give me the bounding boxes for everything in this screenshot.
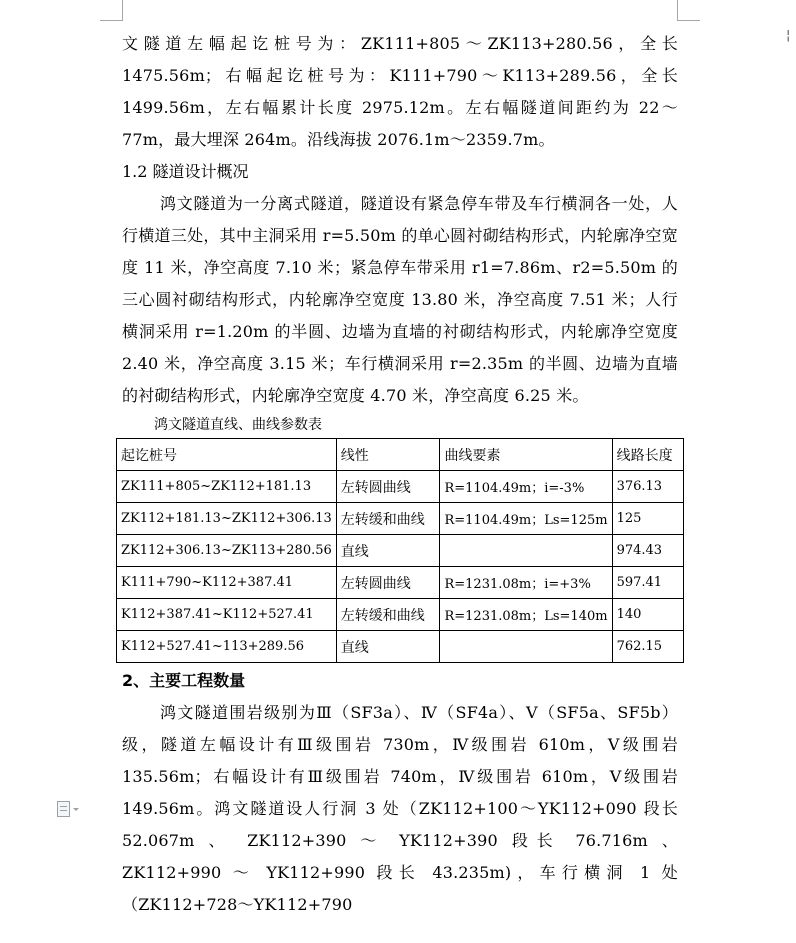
table-cell-alignment: 直线 (336, 631, 440, 663)
document-page-content (122, 28, 678, 921)
table-cell-stake: ZK112+181.13~ZK112+306.13 (117, 503, 337, 535)
table-cell-stake: K112+387.41~K112+527.41 (117, 599, 337, 631)
table-cell-alignment: 左转圆曲线 (336, 567, 440, 599)
table-cell-length: 140 (612, 599, 683, 631)
table-cell-length: 974.43 (612, 535, 683, 567)
table-header-cell: 线路长度 (612, 439, 683, 471)
curve-parameter-table (116, 438, 684, 663)
table-cell-stake: K111+790~K112+387.41 (117, 567, 337, 599)
table-row (117, 599, 684, 631)
document-icon (57, 801, 70, 817)
table-cell-length: 125 (612, 503, 683, 535)
chevron-down-icon (73, 808, 79, 811)
table-cell-curve-elements: R=1231.08m；i=+3% (440, 567, 612, 599)
table-cell-length: 762.15 (612, 631, 683, 663)
table-cell-length: 376.13 (612, 471, 683, 503)
table-row (117, 471, 684, 503)
scroll-edge-marker: ¦ (786, 28, 791, 43)
table-cell-curve-elements: R=1104.49m；Ls=125m (440, 503, 612, 535)
table-caption: 鸿文隧道直线、曲线参数表 (154, 417, 322, 433)
table-header-cell: 曲线要素 (440, 439, 612, 471)
table-cell-curve-elements (440, 535, 612, 567)
table-cell-curve-elements: R=1104.49m；i=-3% (440, 471, 612, 503)
table-row (117, 535, 684, 567)
table-row (117, 503, 684, 535)
table-cell-stake: ZK111+805~ZK112+181.13 (117, 471, 337, 503)
table-cell-curve-elements: R=1231.08m；Ls=140m (440, 599, 612, 631)
margin-corner-mark-right (677, 0, 700, 21)
table-cell-stake: ZK112+306.13~ZK113+280.56 (117, 535, 337, 567)
table-cell-alignment: 左转圆曲线 (336, 471, 440, 503)
table-cell-stake: K112+527.41~113+289.56 (117, 631, 337, 663)
table-cell-alignment: 左转缓和曲线 (336, 503, 440, 535)
paragraph-tunnel-stakes: 文隧道左幅起讫桩号为：ZK111+805～ZK113+280.56，全长 1475.56m；右幅起讫桩号为：K111+790～K113+289.56，全长 1499.56m，左右幅累计长度 2975.12m。左右幅隧道间距约为 22～77m，最大埋深 264m。沿线海拔 2076.1m～2359.7m。 (122, 34, 678, 149)
table-cell-alignment: 直线 (336, 535, 440, 567)
paragraph-tunnel-design: 鸿文隧道为一分离式隧道，隧道设有紧急停车带及车行横洞各一处，人行横道三处，其中主洞采用 r=5.50m 的单心圆衬砌结构形式，内轮廓净空宽度 11 米，净空高度 7.10 米；紧急停车带采用 r1=7.86m、r2=5.50m 的三心圆衬砌结构形式，内轮廓净空宽度 13.80 米，净空高度 7.51 米；人行横洞采用 r=1.20m 的半圆、边墙为直墙的衬砌结构形式，内轮廓净空宽度 2.40 米，净空高度 3.15 米；车行横洞采用 r=2.35m 的半圆、边墙为直墙的衬砌结构形式，内轮廓净空宽度 4.70 米，净空高度 6.25 米。 (122, 194, 678, 405)
table-row (117, 631, 684, 663)
table-cell-alignment: 左转缓和曲线 (336, 599, 440, 631)
table-cell-length: 597.41 (612, 567, 683, 599)
section-heading-1-2: 1.2 隧道设计概况 (122, 162, 249, 181)
section-heading-2: 2、主要工程数量 (122, 671, 246, 690)
document-options-icon[interactable] (57, 800, 79, 818)
table-header-cell: 起讫桩号 (117, 439, 337, 471)
table-header-row (117, 439, 684, 471)
margin-corner-mark-left (100, 0, 123, 21)
paragraph-engineering-quantities: 鸿文隧道围岩级别为Ⅲ（SF3a）、Ⅳ（SF4a）、Ⅴ（SF5a、SF5b）级，隧道左幅设计有Ⅲ级围岩 730m，Ⅳ级围岩 610m，Ⅴ级围岩 135.56m；右幅设计有Ⅲ级围岩 740m，Ⅳ级围岩 610m，Ⅴ级围岩 149.56m。鸿文隧道设人行洞 3 处（ZK112+100～YK112+090 段长 52.067m 、 ZK112+390 ～ YK112+390 段长 76.716m 、 ZK112+990 ～ YK112+990 段长 43.235m)，车行横洞 1 处（ZK112+728～YK112+790 (122, 703, 678, 914)
table-row (117, 567, 684, 599)
table-header-cell: 线性 (336, 439, 440, 471)
table-cell-curve-elements (440, 631, 612, 663)
